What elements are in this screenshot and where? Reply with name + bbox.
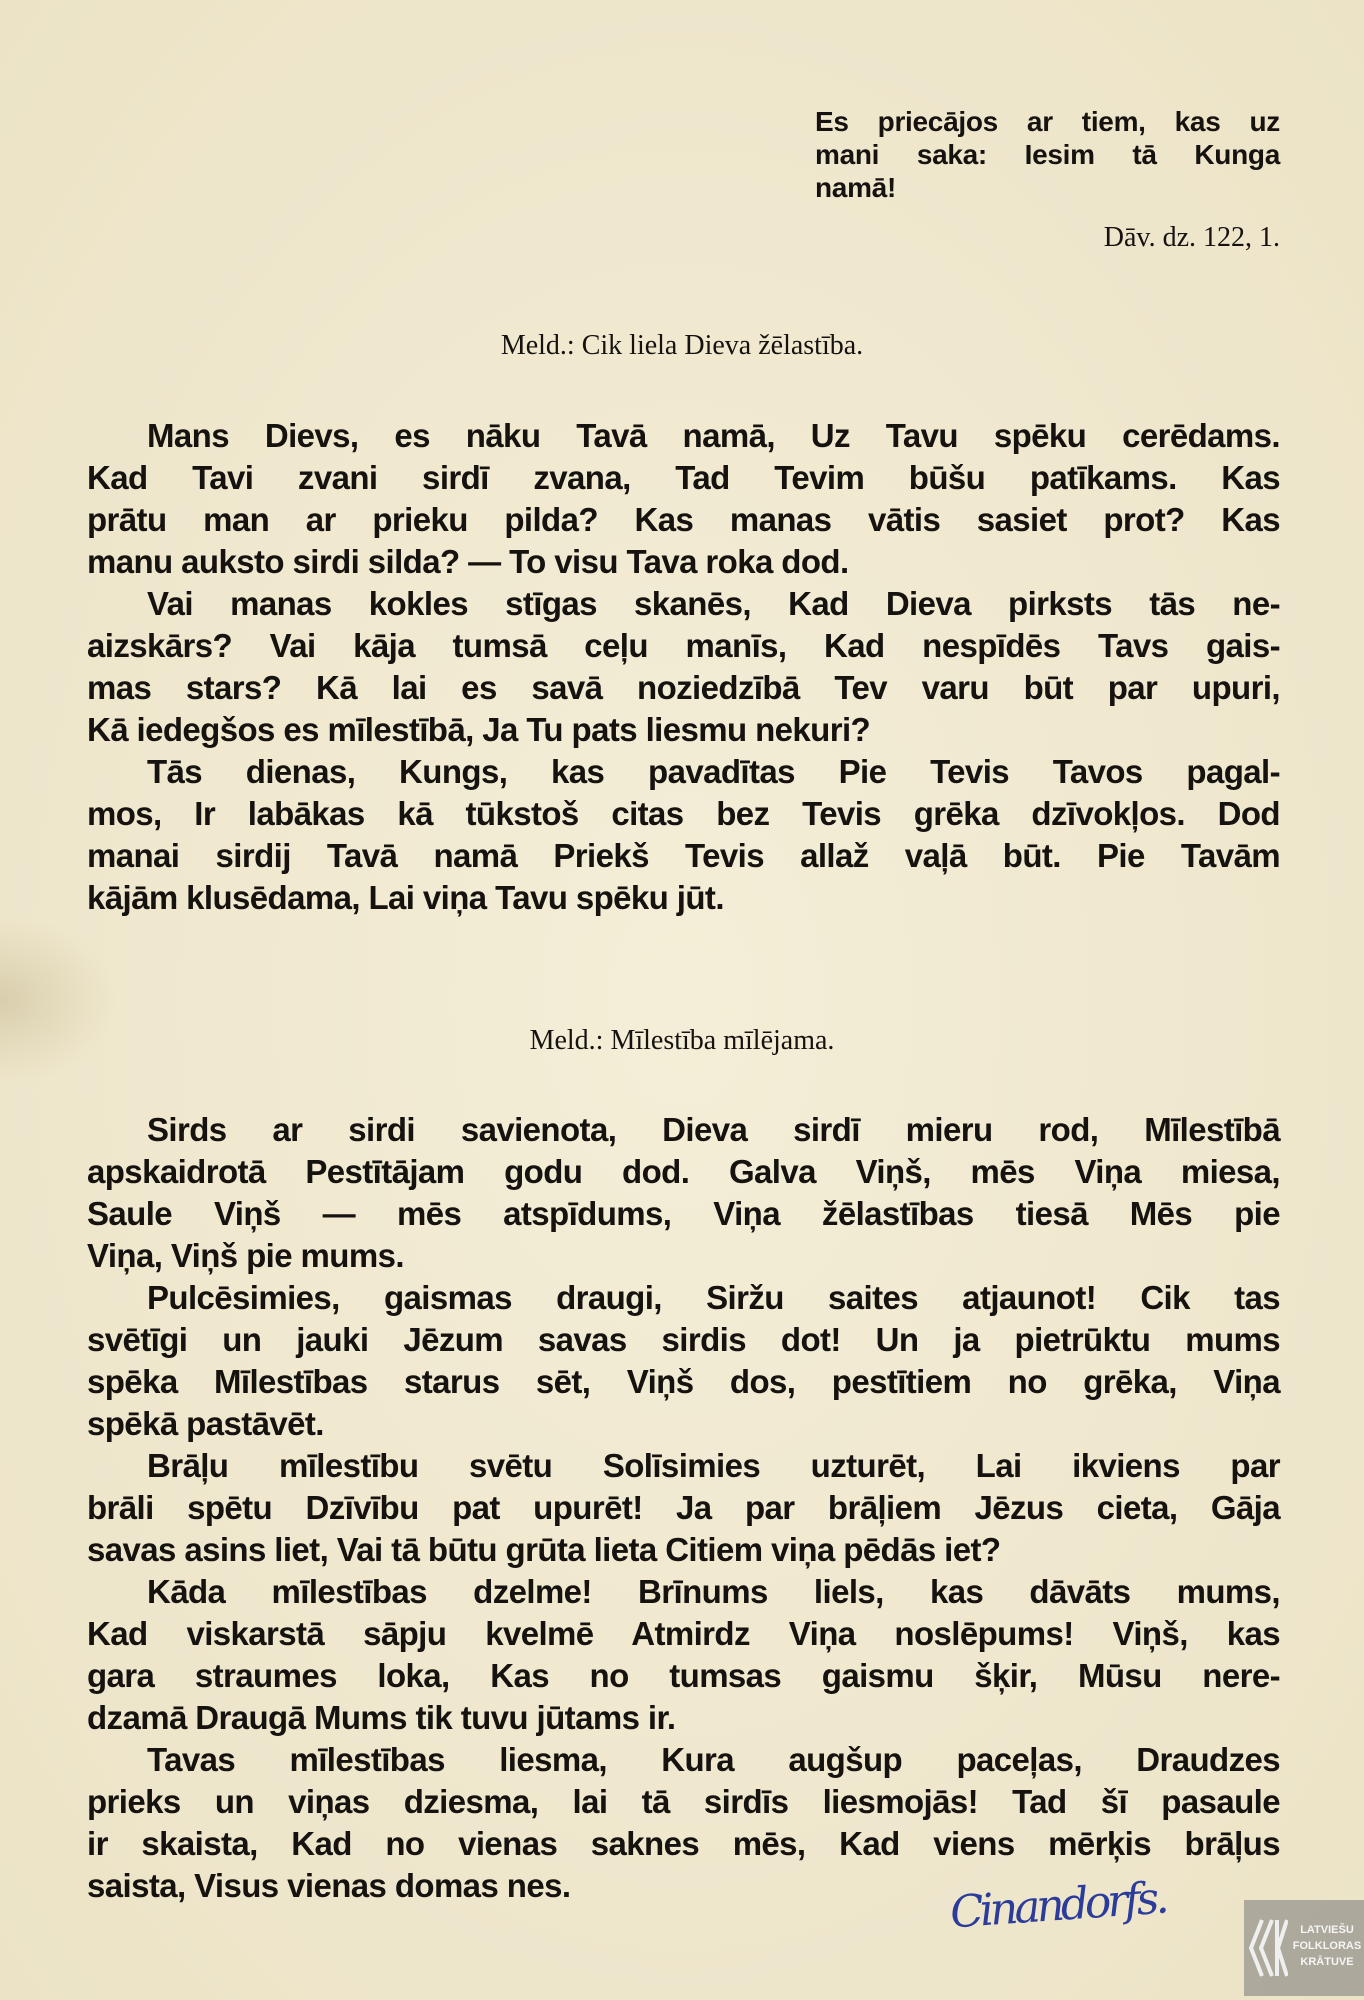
stanza-line: saista, Visus vienas domas nes. (87, 1867, 571, 1904)
stanza-line: Tavas mīlestības liesma, Kura augšup paceļas, Draudzes (147, 1741, 1280, 1778)
stanza-line: brāli spētu Dzīvību pat upurēt! Ja par brāļiem Jēzus cieta, Gāja (87, 1489, 1280, 1526)
stanza-line: spēka Mīlestības starus sēt, Viņš dos, pestītiem no grēka, Viņa (87, 1363, 1280, 1400)
stanza-line: Tās dienas, Kungs, kas pavadītas Pie Tevis Tavos pagal- (147, 753, 1280, 790)
epigraph-line: mani saka: Iesim tā Kunga (815, 139, 1280, 170)
watermark-line: LATVIEŠU (1300, 1924, 1354, 1936)
stanza-line: spēkā pastāvēt. (87, 1405, 324, 1442)
watermark-line: KRĀTUVE (1300, 1956, 1354, 1968)
stanza-line: savas asins liet, Vai tā būtu grūta lieta Citiem viņa pēdās iet? (87, 1531, 1001, 1568)
stanza-line: Kad viskarstā sāpju kvelmē Atmirdz Viņa noslēpums! Viņš, kas (87, 1615, 1280, 1652)
stanza-line: manu auksto sirdi silda? — To visu Tava roka dod. (87, 543, 849, 580)
stanza-line: svētīgi un jauki Jēzum savas sirdis dot! Un ja pietrūktu mums (87, 1321, 1280, 1358)
stanza-line: mos, Ir labākas kā tūkstoš citas bez Tevis grēka dzīvokļos. Dod (87, 795, 1280, 832)
stanza-line: Pulcēsimies, gaismas draugi, Siržu saites atjaunot! Cik tas (147, 1279, 1280, 1316)
watermark-text (1292, 1922, 1362, 1970)
epigraph-line: namā! (815, 172, 896, 203)
stanza-line: Viņa, Viņš pie mums. (87, 1237, 404, 1274)
stanza-line: Mans Dievs, es nāku Tavā namā, Uz Tavu spēku cerēdams. (147, 417, 1280, 454)
stanza-line: dzamā Draugā Mums tik tuvu jūtams ir. (87, 1699, 676, 1736)
stanza-line: Kāda mīlestības dzelme! Brīnums liels, kas dāvāts mums, (147, 1573, 1280, 1610)
stanza-line: apskaidrotā Pestītājam godu dod. Galva Viņš, mēs Viņa miesa, (87, 1153, 1280, 1190)
lfk-logo-icon (1248, 1914, 1288, 1982)
stanza-line: prātu man ar prieku pilda? Kas manas vātis sasiet prot? Kas (87, 501, 1280, 538)
stanza-line: ir skaista, Kad no vienas saknes mēs, Kad viens mērķis brāļus (87, 1825, 1280, 1862)
stanza-line: Saule Viņš — mēs atspīdums, Viņa žēlastības tiesā Mēs pie (87, 1195, 1280, 1232)
hymn2-melody: Meld.: Mīlestība mīlējama. (529, 1025, 835, 1056)
stanza-line: Kā iedegšos es mīlestībā, Ja Tu pats liesmu nekuri? (87, 711, 871, 748)
epigraph-line: Es priecājos ar tiem, kas uz (815, 106, 1280, 137)
stanza-line: manai sirdij Tavā namā Priekš Tevis allaž vaļā būt. Pie Tavām (87, 837, 1280, 874)
epigraph-reference: Dāv. dz. 122, 1. (1103, 222, 1280, 253)
handwritten-signature: Cinandorfs. (948, 1872, 1167, 1939)
stanza-line: Vai manas kokles stīgas skanēs, Kad Dieva pirksts tās ne- (147, 585, 1280, 622)
stanza-line: prieks un viņas dziesma, lai tā sirdīs liesmojās! Tad šī pasaule (87, 1783, 1280, 1820)
stanza-line: mas stars? Kā lai es savā noziedzībā Tev varu būt par upuri, (87, 669, 1280, 706)
hymn1-melody: Meld.: Cik liela Dieva žēlastība. (500, 330, 864, 361)
archive-watermark-logo (1244, 1900, 1364, 1996)
stanza-line: Brāļu mīlestību svētu Solīsimies uzturēt, Lai ikviens par (147, 1447, 1280, 1484)
stanza-line: kājām klusēdama, Lai viņa Tavu spēku jūt. (87, 879, 724, 916)
watermark-line: FOLKLORAS (1292, 1940, 1362, 1952)
stanza-line: gara straumes loka, Kas no tumsas gaismu šķir, Mūsu nere- (87, 1657, 1280, 1694)
stanza-line: Kad Tavi zvani sirdī zvana, Tad Tevim būšu patīkams. Kas (87, 459, 1280, 496)
stanza-line: Sirds ar sirdi savienota, Dieva sirdī mieru rod, Mīlestībā (147, 1111, 1280, 1148)
stanza-line: aizskārs? Vai kāja tumsā ceļu manīs, Kad nespīdēs Tavs gais- (87, 627, 1280, 664)
